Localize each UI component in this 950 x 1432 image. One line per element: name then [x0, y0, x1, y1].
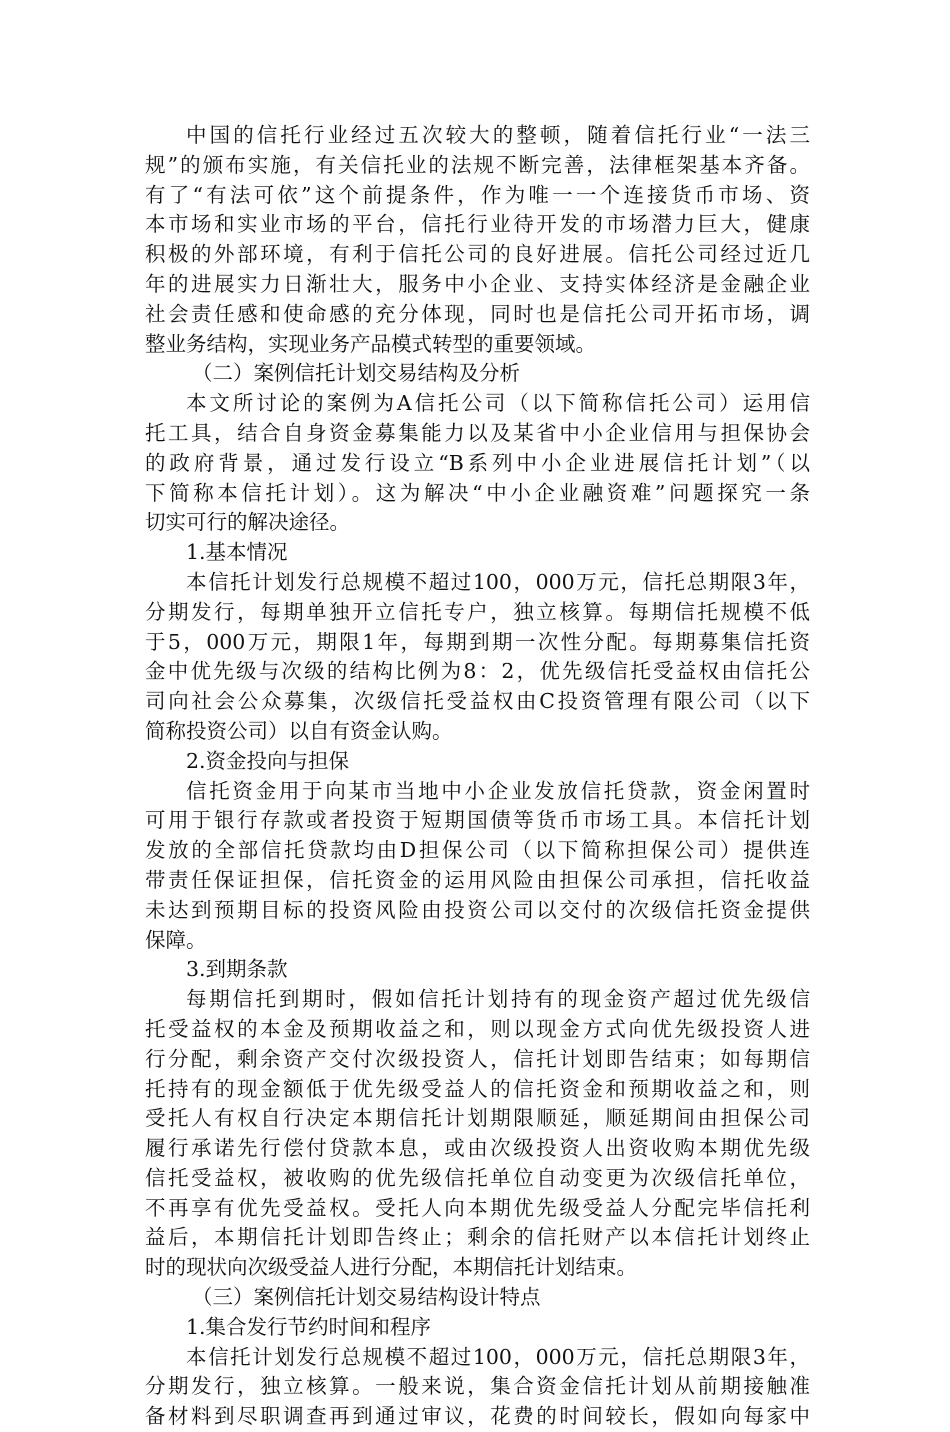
text-line: （三）案例信托计划交易结构设计特点: [192, 1285, 541, 1310]
text-line: 切实可行的解决途径。: [145, 510, 350, 535]
text-line: 行分配，剩余资产交付次级投资人，信托计划即告结束；如每期信: [145, 1046, 810, 1071]
text-line: 带责任保证担保，信托资金的运用风险由担保公司承担，信托收益: [145, 867, 810, 892]
text-line: 有了“有法可依”这个前提条件，作为唯一一个连接货币市场、资: [145, 182, 810, 207]
text-line: 的政府背景，通过发行设立“B系列中小企业进展信托计划”（以: [145, 450, 810, 475]
text-line: 于5，000万元，期限1年，每期到期一次性分配。每期募集信托资: [145, 629, 810, 654]
text-line: 社会责任感和使命感的充分体现，同时也是信托公司开拓市场，调: [145, 301, 810, 326]
text-line: （二）案例信托计划交易结构及分析: [192, 361, 520, 386]
text-line: 1.集合发行节约时间和程序: [186, 1314, 432, 1339]
text-line: 下简称本信托计划）。这为解决“中小企业融资难”问题探究一条: [145, 480, 810, 505]
text-line: 履行承诺先行偿付贷款本息，或由次级投资人出资收购本期优先级: [145, 1136, 810, 1161]
text-line: 不再享有优先受益权。受托人向本期优先级受益人分配完毕信托利: [145, 1195, 810, 1220]
text-line: 金中优先级与次级的结构比例为8：2，优先级信托受益权由信托公: [145, 659, 810, 684]
text-line: 保障。: [145, 927, 207, 952]
text-line: 本信托计划发行总规模不超过100，000万元，信托总期限3年，: [186, 1344, 810, 1369]
text-line: 托持有的现金额低于优先级受益人的信托资金和预期收益之和，则: [145, 1076, 810, 1101]
text-line: 分期发行，独立核算。一般来说，集合资金信托计划从前期接触准: [145, 1374, 810, 1399]
text-line: 3.到期条款: [186, 957, 288, 982]
text-line: 整业务结构，实现业务产品模式转型的重要领域。: [145, 331, 596, 356]
text-line: 积极的外部环境，有利于信托公司的良好进展。信托公司经过近几: [145, 242, 810, 267]
text-line: 托工具，结合自身资金募集能力以及某省中小企业信用与担保协会: [145, 420, 810, 445]
text-line: 信托资金用于向某市当地中小企业发放信托贷款，资金闲置时: [186, 778, 810, 803]
text-line: 司向社会公众募集，次级信托受益权由C投资管理有限公司（以下: [145, 689, 810, 714]
document-body: [145, 121, 810, 1432]
text-line: 每期信托到期时，假如信托计划持有的现金资产超过优先级信: [186, 987, 810, 1012]
text-line: 中国的信托行业经过五次较大的整顿，随着信托行业“一法三: [186, 123, 810, 147]
text-line: 规”的颁布实施，有关信托业的法规不断完善，法律框架基本齐备。: [145, 152, 810, 177]
text-line: 未达到预期目标的投资风险由投资公司以交付的次级信托资金提供: [145, 897, 810, 922]
text-line: 年的进展实力日渐壮大，服务中小企业、支持实体经济是金融企业: [145, 271, 810, 296]
text-line: 时的现状向次级受益人进行分配，本期信托计划结束。: [145, 1255, 637, 1280]
text-line: 1.基本情况: [186, 540, 288, 565]
text-line: 托受益权的本金及预期收益之和，则以现金方式向优先级投资人进: [145, 1016, 810, 1041]
text-line: 简称投资公司）以自有资金认购。: [145, 718, 453, 743]
text-line: 本市场和实业市场的平台，信托行业待开发的市场潜力巨大，健康: [145, 212, 810, 237]
text-line: 本信托计划发行总规模不超过100，000万元，信托总期限3年，: [186, 569, 810, 594]
text-line: 信托受益权，被收购的优先级信托单位自动变更为次级信托单位，: [145, 1165, 810, 1190]
text-line: 受托人有权自行决定本期信托计划期限顺延，顺延期间由担保公司: [145, 1106, 810, 1131]
text-line: 本文所讨论的案例为A信托公司（以下简称信托公司）运用信: [186, 391, 810, 416]
text-line: 分期发行，每期单独开立信托专户，独立核算。每期信托规模不低: [145, 599, 810, 624]
text-line: 益后，本期信托计划即告终止；剩余的信托财产以本信托计划终止: [145, 1225, 810, 1250]
text-line: 可用于银行存款或者投资于短期国债等货币市场工具。本信托计划: [145, 808, 810, 833]
text-line: 发放的全部信托贷款均由D担保公司（以下简称担保公司）提供连: [145, 838, 810, 863]
text-line: 备材料到尽职调查再到通过审议，花费的时间较长，假如向每家中: [145, 1404, 810, 1429]
text-line: 2.资金投向与担保: [186, 748, 350, 773]
